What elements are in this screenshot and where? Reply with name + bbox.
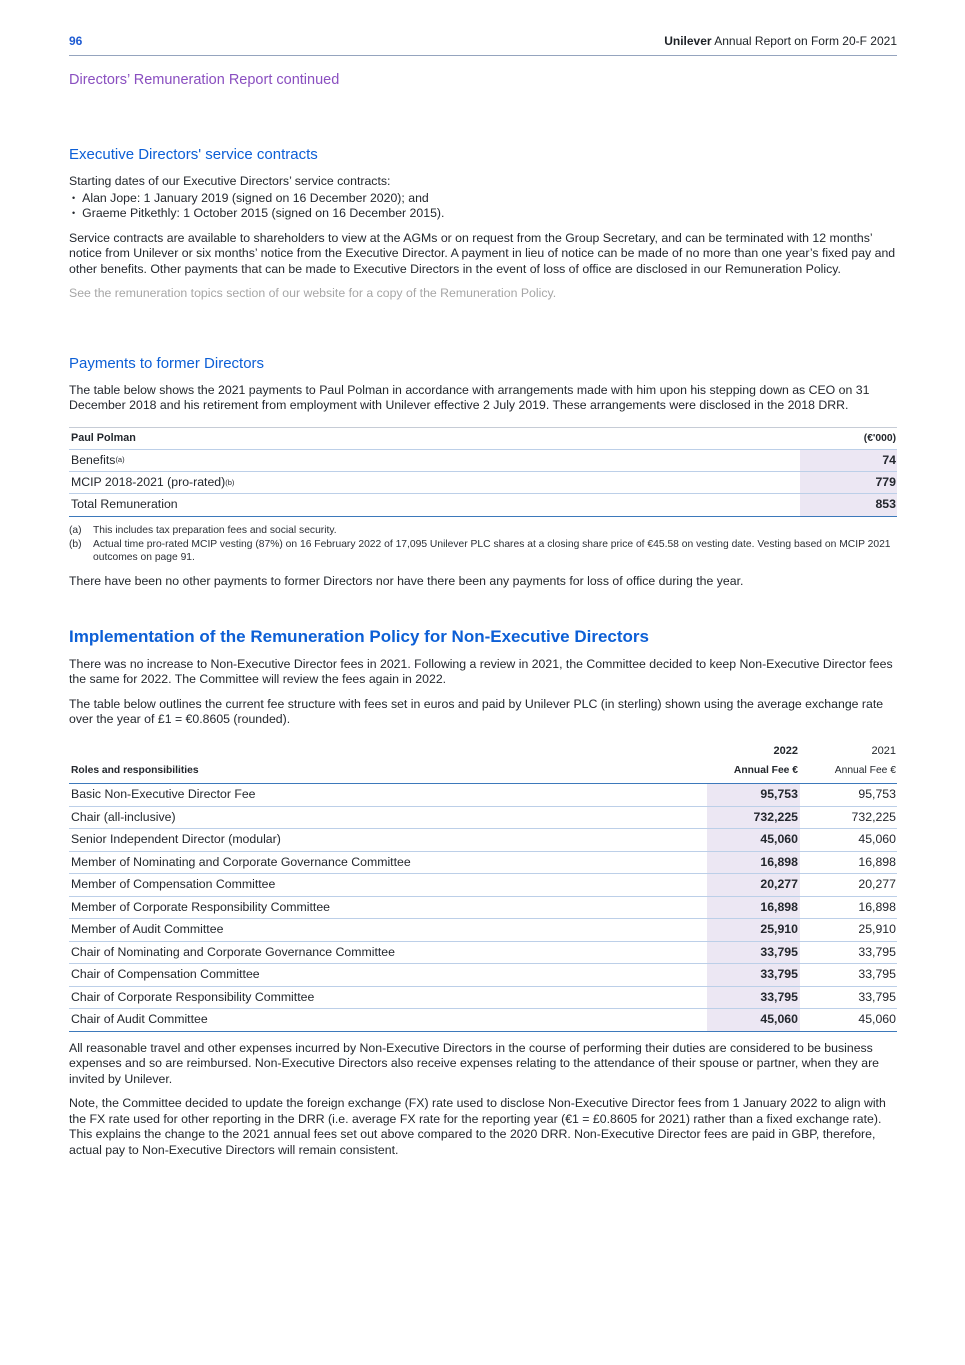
fee-2021: 33,795 xyxy=(858,944,896,959)
table-row xyxy=(69,829,897,851)
row-label: Benefits (a) xyxy=(71,452,125,467)
fee-2021: 33,795 xyxy=(858,967,896,982)
fee-2021: 20,277 xyxy=(858,877,896,892)
row-value: 779 xyxy=(800,472,897,493)
paragraph: Note, the Committee decided to update the foreign exchange (FX) rate used to disclose Non-Executive Director fees from 1 January 2022 to align with the FX rate used for other reporting in the DRR (i.e. average FX rate for the reporting year (€1 = £0.8605 for 2021) rather than a fixed exchange rate). This explains the change to the 2021 annual fees set out above compared to the 2020 DRR. Non-Executive Director fees are paid in GBP, therefore, actual pay to Non-Executive Directors will remain consistent. xyxy=(69,1096,886,1157)
report-brand: Unilever xyxy=(664,34,712,48)
report-subtitle: Directors’ Remuneration Report continued xyxy=(69,72,340,89)
fee-2022: 95,753 xyxy=(707,784,800,805)
table-row-total xyxy=(69,494,897,516)
paragraph: The table below shows the 2021 payments to Paul Polman in accordance with arrangements made with him upon his stepping down as CEO on 31 December 2018 and his retirement from employment with Unilever effective 2 July 2019. These arrangements were disclosed in the 2018 DRR. xyxy=(69,382,870,413)
page-header xyxy=(69,34,897,49)
fee-2021: 16,898 xyxy=(858,899,896,914)
paragraph: Service contracts are available to shareholders to view at the AGMs or on request from the Group Secretary, and can be terminated with 12 months’ notice from Unilever or six months’ notice from the Executive Director. A payment in lieu of notice can be made of no more than one year’s fixed pay and other benefits. Other payments that can be made to Executive Directors in the event of loss of office are disclosed in our Remuneration Policy. xyxy=(69,230,896,276)
fee-header-2021: Annual Fee € xyxy=(834,765,896,777)
year-2022: 2022 xyxy=(773,744,798,757)
table-row xyxy=(69,942,897,964)
row-label: Chair of Compensation Committee xyxy=(71,967,260,982)
table-row xyxy=(69,472,897,494)
fee-2022: 16,898 xyxy=(707,897,800,918)
fees-table xyxy=(69,742,897,1032)
roles-header: Roles and responsibilities xyxy=(71,765,199,777)
paragraph: Starting dates of our Executive Directors’ service contracts: xyxy=(69,174,391,189)
row-label-text: Total Remuneration xyxy=(71,497,178,512)
bullet-text: • Alan Jope: 1 January 2019 (signed on 16 December 2020); and xyxy=(82,190,429,205)
footnotes xyxy=(69,524,897,565)
report-title-rest: Annual Report on Form 20-F 2021 xyxy=(711,34,897,48)
row-value: 853 xyxy=(800,494,897,515)
page-number: 96 xyxy=(69,34,83,48)
fee-2021: 732,225 xyxy=(851,809,896,824)
fee-2022: 45,060 xyxy=(707,1009,800,1030)
header-divider xyxy=(69,55,897,56)
list-item xyxy=(69,206,897,222)
row-label: Chair of Nominating and Corporate Governance Committee xyxy=(71,944,395,959)
table-header-row xyxy=(69,762,897,784)
year-2021: 2021 xyxy=(871,744,896,757)
row-label: Chair (all-inclusive) xyxy=(71,809,176,824)
row-label-text: MCIP 2018-2021 (pro-rated) xyxy=(71,475,226,489)
table-unit-header: (€'000) xyxy=(863,432,896,444)
row-label: Member of Corporate Responsibility Committee xyxy=(71,899,331,914)
fee-2022: 33,795 xyxy=(707,987,800,1008)
table-row xyxy=(69,987,897,1009)
row-label xyxy=(69,494,800,515)
footnote-marker: (a) xyxy=(69,524,82,536)
table-row xyxy=(69,874,897,896)
section-heading: Executive Directors' service contracts xyxy=(69,146,318,164)
row-label: Chair of Corporate Responsibility Committee xyxy=(71,989,315,1004)
row-label: Member of Nominating and Corporate Governance Committee xyxy=(71,854,411,869)
spacer xyxy=(69,742,707,762)
fee-2022: 33,795 xyxy=(707,942,800,963)
table-header-row xyxy=(69,428,897,450)
fee-2022: 16,898 xyxy=(707,852,800,873)
bullet-list xyxy=(69,191,897,222)
table-row xyxy=(69,450,897,472)
website-note: See the remuneration topics section of our website for a copy of the Remuneration Policy. xyxy=(69,286,557,301)
fee-header-2022: Annual Fee € xyxy=(733,765,798,777)
paragraph: All reasonable travel and other expenses incurred by Non-Executive Directors in the course of performing their duties are considered to be business expenses and so are reimbursed. Non-Executive Directors also receive expenses relating to the attendance of their spouse or partner, when they are invited by Unilever. xyxy=(69,1040,879,1086)
row-label: MCIP 2018-2021 (pro-rated) (b) xyxy=(71,475,235,489)
fee-2021: 33,795 xyxy=(858,989,896,1004)
footnote xyxy=(69,538,897,565)
fee-2021: 45,060 xyxy=(858,832,896,847)
list-item xyxy=(69,191,897,207)
paragraph: The table below outlines the current fee structure with fees set in euros and paid by Unilever PLC (in sterling) shown using the average exchange rate over the year of £1 = €0.8605 (rounded). xyxy=(69,696,884,727)
row-label-text: Benefits xyxy=(71,452,116,467)
fee-2022: 33,795 xyxy=(707,964,800,985)
section-heading: Implementation of the Remuneration Policy for Non-Executive Directors xyxy=(69,627,649,647)
year-header-row xyxy=(69,742,897,763)
table-name-header: Paul Polman xyxy=(71,431,136,444)
section-ned-policy xyxy=(69,626,897,1158)
fee-2022: 45,060 xyxy=(707,829,800,850)
footnote-text: This includes tax preparation fees and social security. xyxy=(93,524,337,536)
footnote xyxy=(69,524,897,538)
fee-2022: 20,277 xyxy=(707,874,800,895)
section-former-directors xyxy=(69,355,897,590)
row-label: Member of Audit Committee xyxy=(71,922,224,937)
fee-2021: 95,753 xyxy=(858,787,896,802)
fee-2021: 25,910 xyxy=(858,922,896,937)
row-value: 74 xyxy=(800,450,897,471)
footnote-marker: (b) xyxy=(69,538,82,550)
table-row xyxy=(69,807,897,829)
paragraph: There have been no other payments to former Directors nor have there been any payments for loss of office during the year. xyxy=(69,573,744,588)
row-label: Member of Compensation Committee xyxy=(71,877,276,892)
table-row xyxy=(69,897,897,919)
table-row xyxy=(69,852,897,874)
footnote-text: Actual time pro-rated MCIP vesting (87%) on 16 February 2022 of 17,095 Unilever PLC shares at a closing share price of €45.58 on vesting date. Vesting based on MCIP 2021 outcomes on page 91. xyxy=(93,538,891,564)
section-service-contracts xyxy=(69,146,897,301)
fee-2021: 45,060 xyxy=(858,1012,896,1027)
table-row xyxy=(69,919,897,941)
fee-2021: 16,898 xyxy=(858,854,896,869)
bullet-text: • Graeme Pitkethly: 1 October 2015 (signed on 16 December 2015). xyxy=(82,206,445,221)
table-row xyxy=(69,964,897,986)
table-row xyxy=(69,784,897,806)
paul-polman-table xyxy=(69,427,897,517)
report-title xyxy=(664,34,897,49)
row-label: Chair of Audit Committee xyxy=(71,1012,208,1027)
section-heading: Payments to former Directors xyxy=(69,354,265,372)
row-label: Senior Independent Director (modular) xyxy=(71,832,281,847)
row-label: Basic Non-Executive Director Fee xyxy=(71,787,256,802)
paragraph: There was no increase to Non-Executive Director fees in 2021. Following a review in 2021, the Committee decided to keep Non-Executive Director fees the same for 2022. The Committee will review the fees again in 2022. xyxy=(69,656,893,687)
table-row xyxy=(69,1009,897,1031)
fee-2022: 732,225 xyxy=(707,807,800,828)
fee-2022: 25,910 xyxy=(707,919,800,940)
